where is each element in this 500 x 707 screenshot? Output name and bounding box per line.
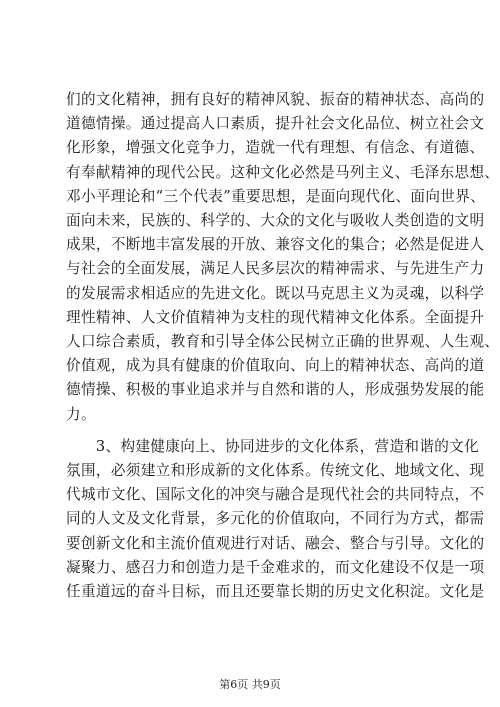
text-line: 同的人文及文化背景，多元化的价值取向，不同行为方式，都需 (66, 510, 485, 528)
page-number: 第6页 共9页 (219, 678, 281, 691)
text-line: 有奉献精神的现代公民。这种文化必然是马列主义、毛泽东思想、 (66, 163, 500, 181)
body-text (66, 88, 500, 604)
text-line: 理性精神、人文价值精神为支柱的现代精神文化体系。全面提升 (66, 308, 485, 326)
paragraph-1 (66, 88, 500, 427)
text-line: 的发展需求相适应的先进文化。既以马克思主义为灵魂，以科学 (66, 284, 485, 302)
text-line: 代城市文化、国际文化的冲突与融合是现代社会的共同特点，不 (66, 486, 485, 504)
text-line: 凝聚力、感召力和创造力是千金难求的，而文化建设不仅是一项 (66, 558, 485, 576)
text-line: 们的文化精神，拥有良好的精神风貌、振奋的精神状态、高尚的 (66, 91, 485, 108)
paragraph-2 (66, 435, 485, 604)
text-line: 德情操、积极的事业追求并与自然和谐的人，形成强势发展的能 (66, 381, 485, 399)
text-line: 任重道远的奋斗目标，而且还要靠长期的历史文化积淀。文化是 (66, 583, 485, 601)
text-line: 道德情操。通过提高人口素质，提升社会文化品位、树立社会文 (66, 115, 485, 133)
text-line: 成果，不断地丰富发展的开放、兼容文化的集合；必然是促进人 (66, 236, 485, 254)
text-line: 价值观，成为具有健康的价值取向、向上的精神状态、高尚的道 (66, 357, 485, 375)
text-line: 氛围，必须建立和形成新的文化体系。传统文化、地域文化、现 (66, 462, 485, 480)
text-line: 力。 (66, 405, 96, 423)
text-line: 化形象，增强文化竞争力，造就一代有理想、有信念、有道德、 (66, 139, 485, 157)
text-line: 人口综合素质，教育和引导全体公民树立正确的世界观、人生观、 (66, 333, 500, 351)
text-line: 3、构建健康向上、协同进步的文化体系，营造和谐的文化 (66, 437, 480, 455)
text-line: 与社会的全面发展，满足人民多层次的精神需求、与先进生产力 (66, 260, 485, 278)
text-line: 邓小平理论和“三个代表”重要思想，是面向现代化、面向世界、 (66, 187, 486, 205)
text-line: 要创新文化和主流价值观进行对话、融会、整合与引导。文化的 (66, 534, 485, 552)
text-line: 面向未来，民族的、科学的、大众的文化与吸收人类创造的文明 (66, 212, 485, 230)
